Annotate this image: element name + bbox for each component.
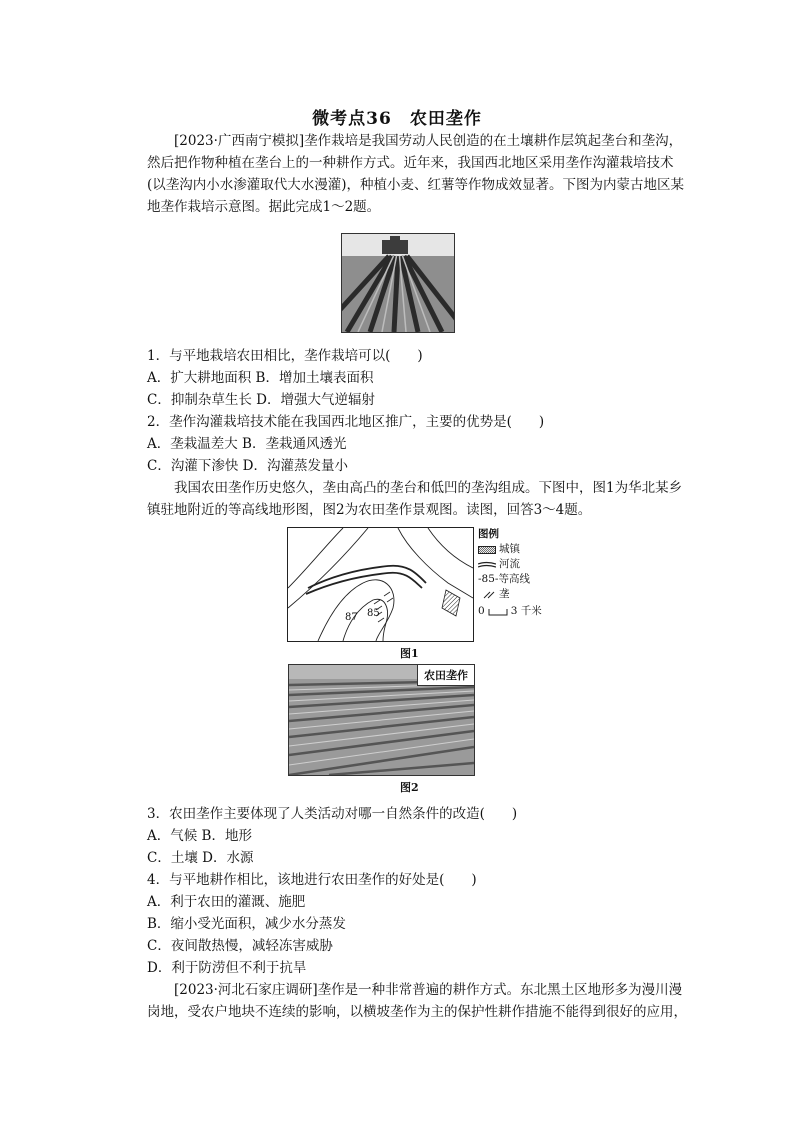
legend-river: 河流 xyxy=(478,557,558,572)
legend-contour: -85-等高线 xyxy=(478,573,530,585)
question-4-stem: 4．与平地耕作相比，该地进行农田垄作的好处是( ) xyxy=(147,872,477,888)
town-symbol-icon xyxy=(478,546,496,554)
intro-paragraph-3: [2023·河北石家庄调研]垄作是一种非常普遍的耕作方式。东北黑土区地形多为漫川漫岗地，受农户地块不连续的影响，以横坡垄作为主的保护性耕作措施不能得到很好的应用， xyxy=(147,982,687,1020)
contour-label-87: 87 xyxy=(345,612,358,623)
question-4-option-c: C．夜间散热慢，减轻冻害威胁 xyxy=(147,938,333,954)
legend-scale: 0 3 千米 xyxy=(478,605,542,617)
intro-paragraph-1: [2023·广西南宁模拟]垄作栽培是我国劳动人民创造的在土壤耕作层筑起垄台和垄沟，然后把作物种植在垄台上的一种耕作方式。近年来，我国西北地区采用垄作沟灌栽培技术(以垄沟内小水渗灌取代大水漫灌)，种植小麦、红薯等作物成效显著。下图为内蒙古地区某地垄作栽培示意图。据此完成1～2题。 xyxy=(147,133,685,215)
legend-ridge: 垄 xyxy=(478,587,558,602)
question-1-options-cd: C．抑制杂草生长 D．增强大气逆辐射 xyxy=(147,392,375,408)
question-3-options-ab: A．气候 B．地形 xyxy=(147,828,252,844)
question-4-option-b: B．缩小受光面积，减少水分蒸发 xyxy=(147,916,346,932)
question-4-option-d: D．利于防涝但不利于抗旱 xyxy=(147,960,307,976)
tractor-field-illustration xyxy=(342,234,454,332)
scale-bar-icon xyxy=(488,608,508,616)
legend-town: 城镇 xyxy=(478,542,558,557)
field-ridge-photo xyxy=(288,664,475,776)
question-1-stem: 1．与平地栽培农田相比，垄作栽培可以( ) xyxy=(147,348,423,364)
question-2-stem: 2．垄作沟灌栽培技术能在我国西北地区推广，主要的优势是( ) xyxy=(147,414,545,430)
page-title: 微考点36 农田垄作 xyxy=(312,109,482,129)
legend-title: 图例 xyxy=(478,528,499,540)
question-4-option-a: A．利于农田的灌溉、施肥 xyxy=(147,894,306,910)
question-2-options-ab: A．垄栽温差大 B．垄栽通风透光 xyxy=(147,436,347,452)
question-3-options-cd: C．土壤 D．水源 xyxy=(147,850,254,866)
map-legend xyxy=(478,527,558,619)
ridge-symbol-icon xyxy=(478,591,496,599)
question-1-options-ab: A．扩大耕地面积 B．增加土壤表面积 xyxy=(147,370,374,386)
photo-label: 农田垄作 xyxy=(417,665,474,686)
contour-map xyxy=(287,527,474,642)
intro-paragraph-2: 我国农田垄作历史悠久，垄由高凸的垄台和低凹的垄沟组成。下图中，图1为华北某乡镇驻地附近的等高线地形图，图2为农田垄作景观图。读图，回答3～4题。 xyxy=(147,480,683,518)
ridge-tillage-photo xyxy=(341,233,455,333)
contour-label-85: 85 xyxy=(367,608,380,619)
question-3-stem: 3．农田垄作主要体现了人类活动对哪一自然条件的改造( ) xyxy=(147,806,518,822)
question-2-options-cd: C．沟灌下渗快 D．沟灌蒸发量小 xyxy=(147,458,348,474)
river-symbol-icon xyxy=(478,561,496,569)
figure-1-caption: 图1 xyxy=(400,647,419,660)
figure-2-caption: 图2 xyxy=(400,781,419,794)
